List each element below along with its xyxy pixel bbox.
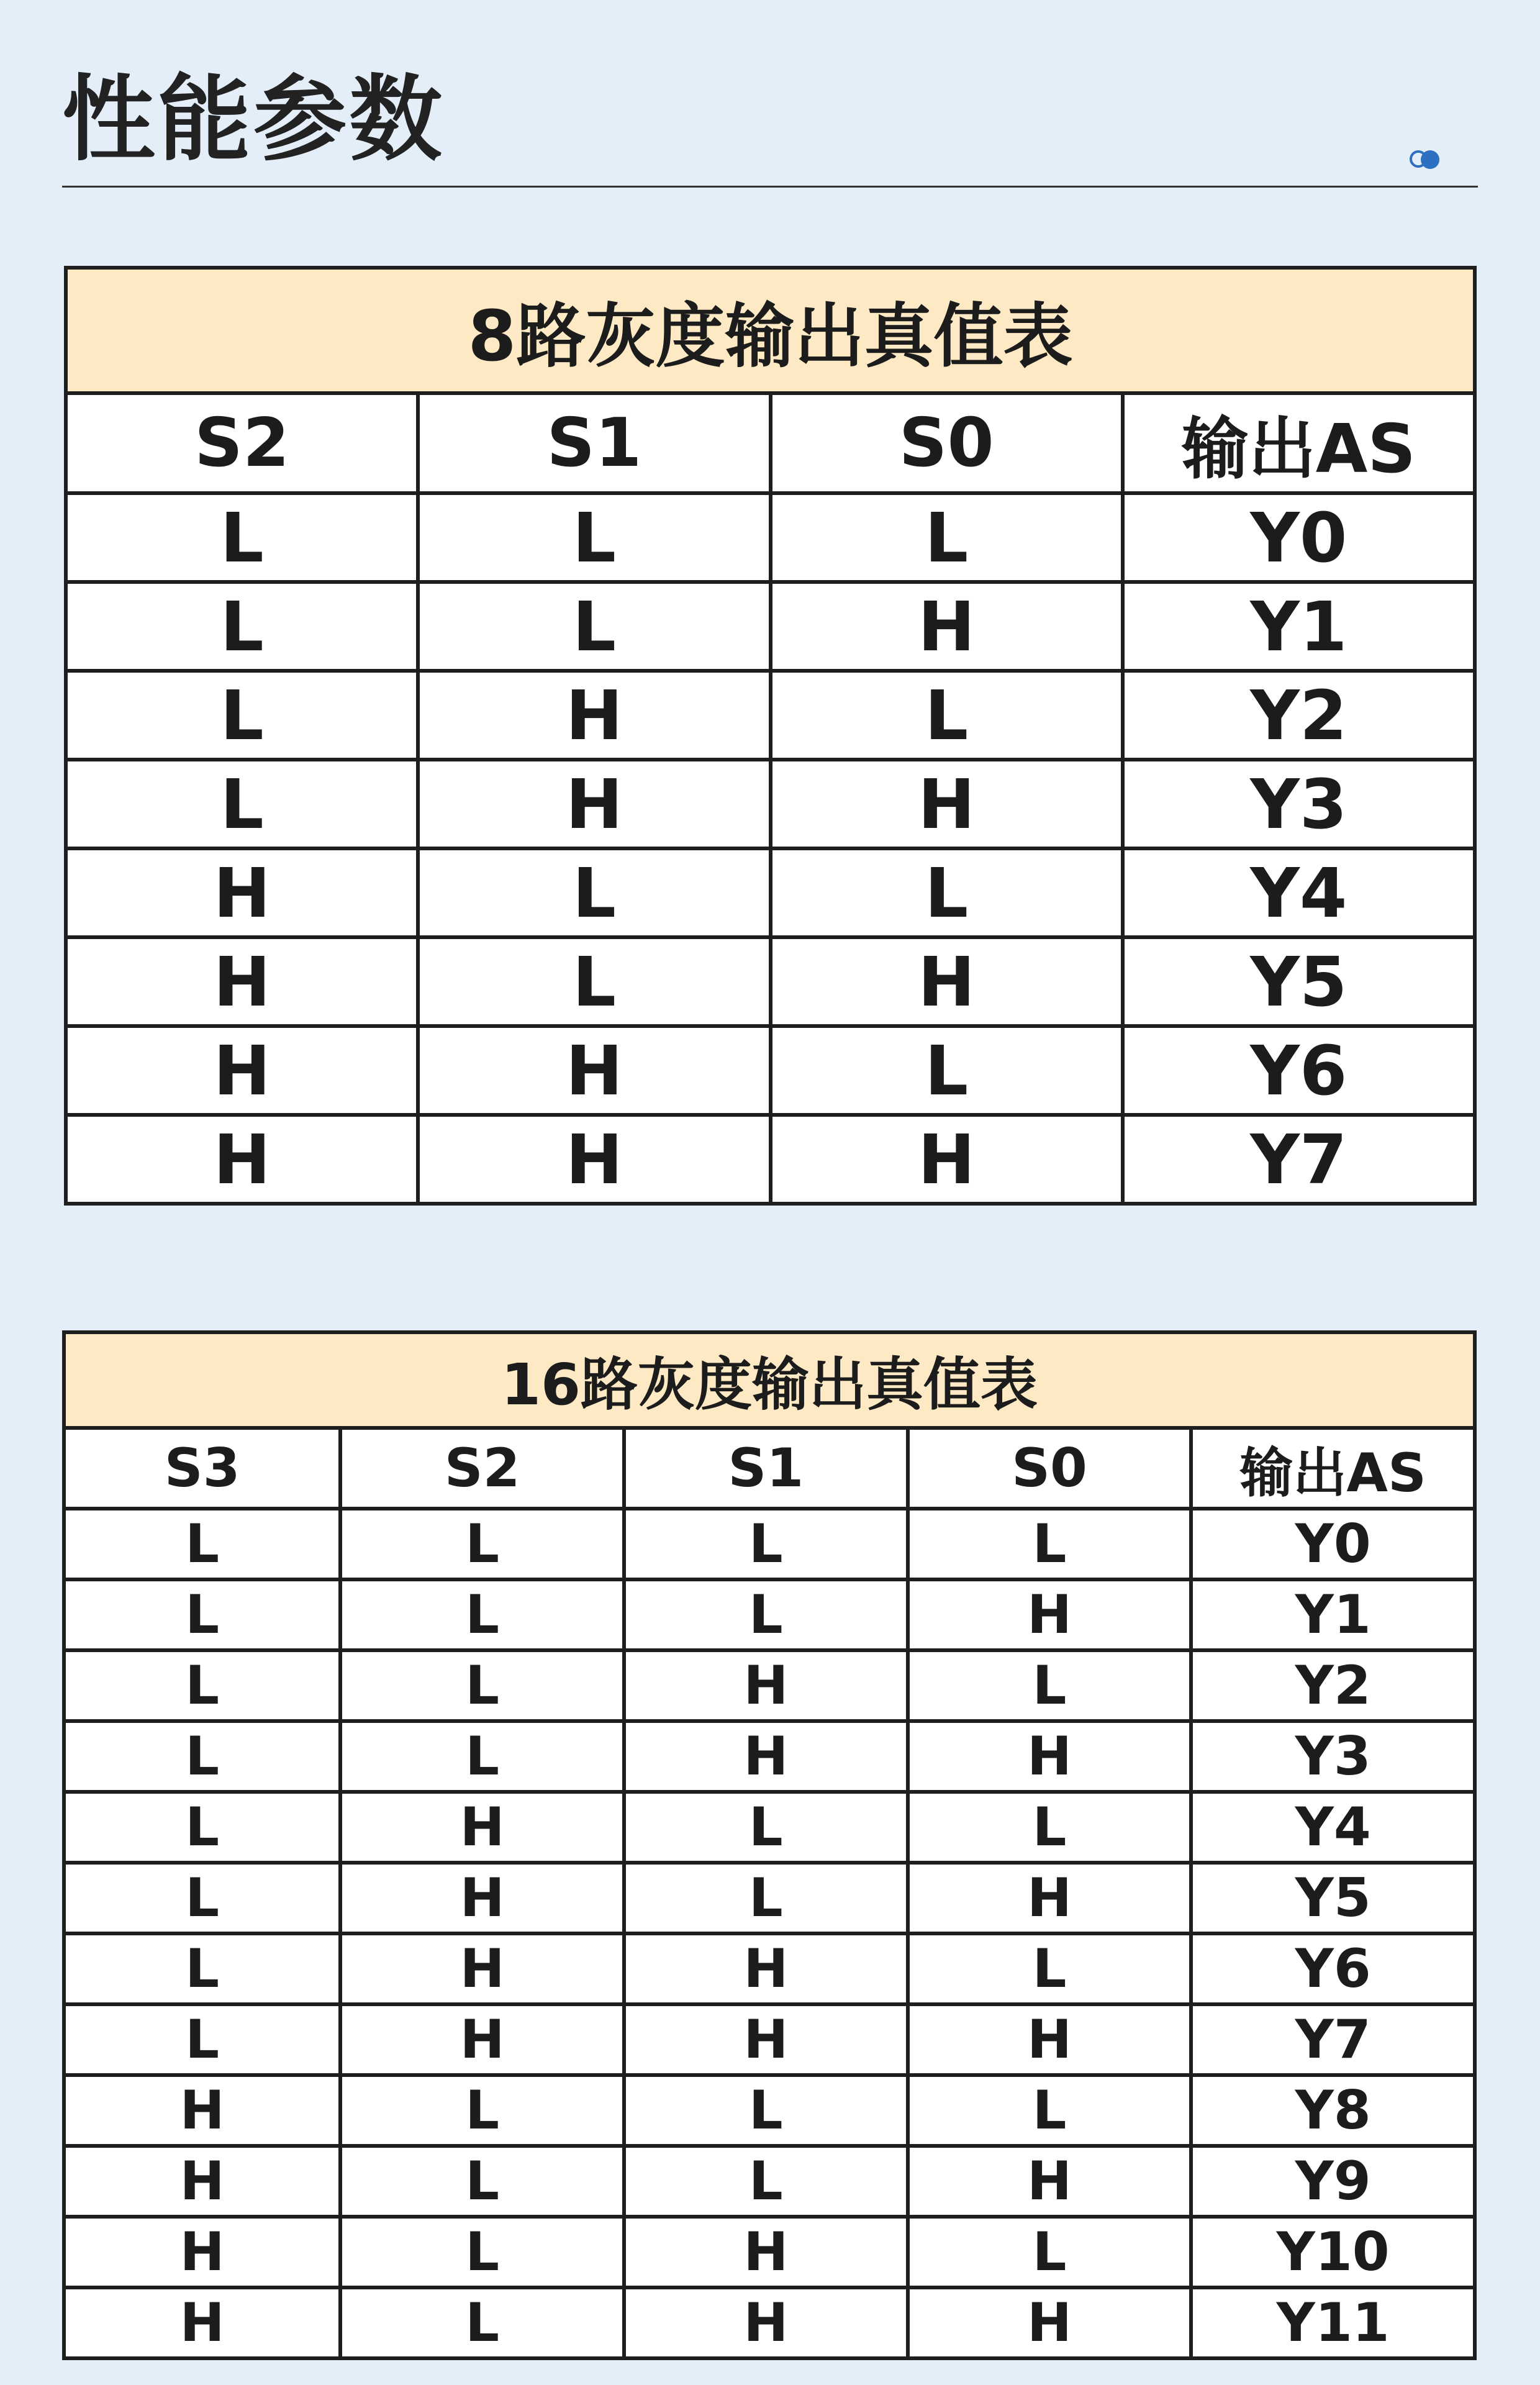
table-cell: Y11: [1191, 2287, 1475, 2358]
table-cell: L: [624, 1792, 908, 1863]
table-caption-row: [66, 268, 1475, 393]
table-cell: H: [66, 1026, 418, 1115]
toggle-dot-icon: [1410, 148, 1447, 173]
table-cell: L: [908, 2075, 1192, 2146]
table-cell: Y7: [1123, 1115, 1475, 1204]
table-cell: H: [908, 1863, 1192, 1933]
table-cell: L: [66, 671, 418, 760]
column-header: S1: [624, 1428, 908, 1509]
table-cell: L: [908, 2217, 1192, 2287]
table-cell: Y4: [1191, 1792, 1475, 1863]
table-cell: L: [771, 1026, 1123, 1115]
table-cell: H: [908, 1579, 1192, 1650]
table-cell: H: [66, 848, 418, 937]
section-title: 性能参数: [62, 66, 445, 174]
table-cell: L: [624, 1863, 908, 1933]
table-cell: H: [624, 2287, 908, 2358]
table-row: [64, 1792, 1475, 1863]
table-cell: Y3: [1123, 760, 1475, 848]
table-cell: L: [418, 493, 770, 582]
table-header-row: [64, 1428, 1475, 1509]
table-cell: Y10: [1191, 2217, 1475, 2287]
table-header-row: [66, 393, 1475, 493]
table-cell: Y8: [1191, 2075, 1475, 2146]
table-cell: H: [418, 760, 770, 848]
dot-icon: [1421, 150, 1439, 169]
table-cell: H: [340, 1933, 624, 2004]
table-cell: Y3: [1191, 1721, 1475, 1792]
table-cell: L: [340, 1650, 624, 1721]
column-header: S2: [66, 393, 418, 493]
table-row: [66, 848, 1475, 937]
table-cell: H: [66, 1115, 418, 1204]
table-cell: L: [64, 1650, 340, 1721]
table-cell: Y5: [1123, 937, 1475, 1026]
table-cell: Y6: [1123, 1026, 1475, 1115]
table-row: [66, 937, 1475, 1026]
table-row: [64, 1933, 1475, 2004]
column-header: 输出AS: [1123, 393, 1475, 493]
table-row: [64, 2217, 1475, 2287]
column-header: 输出AS: [1191, 1428, 1475, 1509]
table-cell: L: [64, 1721, 340, 1792]
table-cell: H: [66, 937, 418, 1026]
column-header: S0: [908, 1428, 1192, 1509]
table-cell: H: [771, 1115, 1123, 1204]
table-cell: H: [624, 1933, 908, 2004]
truth-table-8ch: [64, 266, 1477, 1206]
title-divider: [62, 186, 1478, 188]
table-cell: L: [340, 1721, 624, 1792]
table-cell: H: [418, 1026, 770, 1115]
table-row: [64, 2287, 1475, 2358]
table-cell: Y1: [1123, 582, 1475, 671]
table-cell: L: [340, 2146, 624, 2217]
table-cell: L: [771, 493, 1123, 582]
table-cell: L: [418, 582, 770, 671]
table-row: [64, 2075, 1475, 2146]
table-row: [66, 493, 1475, 582]
table-caption: 16路灰度输出真值表: [64, 1332, 1475, 1428]
table-cell: L: [418, 937, 770, 1026]
table-cell: H: [908, 2004, 1192, 2075]
table-cell: H: [624, 1650, 908, 1721]
table-cell: Y2: [1191, 1650, 1475, 1721]
table-cell: H: [624, 2004, 908, 2075]
table-cell: H: [908, 2287, 1192, 2358]
table-row: [64, 2146, 1475, 2217]
table-row: [64, 1509, 1475, 1579]
table-row: [66, 1026, 1475, 1115]
table-cell: H: [771, 582, 1123, 671]
table-cell: L: [66, 582, 418, 671]
table-cell: L: [66, 493, 418, 582]
table-cell: Y6: [1191, 1933, 1475, 2004]
table-cell: H: [340, 1792, 624, 1863]
table-cell: L: [771, 671, 1123, 760]
table-cell: L: [64, 1933, 340, 2004]
table-row: [66, 760, 1475, 848]
table-cell: L: [771, 848, 1123, 937]
table-cell: Y1: [1191, 1579, 1475, 1650]
table-cell: H: [624, 1721, 908, 1792]
table-row: [66, 671, 1475, 760]
table-cell: Y0: [1191, 1509, 1475, 1579]
table-cell: L: [340, 2287, 624, 2358]
column-header: S2: [340, 1428, 624, 1509]
table-cell: H: [340, 2004, 624, 2075]
table-cell: L: [340, 1509, 624, 1579]
table-cell: H: [418, 671, 770, 760]
table-row: [64, 1650, 1475, 1721]
table-cell: Y2: [1123, 671, 1475, 760]
table-cell: L: [66, 760, 418, 848]
table-cell: Y7: [1191, 2004, 1475, 2075]
truth-table-16ch: [62, 1330, 1477, 2360]
table-cell: L: [624, 1509, 908, 1579]
table-cell: H: [64, 2217, 340, 2287]
table-cell: Y9: [1191, 2146, 1475, 2217]
table-cell: H: [418, 1115, 770, 1204]
table-cell: Y4: [1123, 848, 1475, 937]
table-cell: L: [908, 1509, 1192, 1579]
table-row: [64, 1579, 1475, 1650]
table-cell: H: [624, 2217, 908, 2287]
table-cell: L: [64, 1863, 340, 1933]
table-cell: L: [624, 2075, 908, 2146]
table-cell: L: [908, 1933, 1192, 2004]
table-cell: L: [624, 2146, 908, 2217]
table-cell: L: [340, 1579, 624, 1650]
table-row: [64, 2004, 1475, 2075]
table-cell: L: [908, 1650, 1192, 1721]
table-caption-row: [64, 1332, 1475, 1428]
table-cell: H: [64, 2075, 340, 2146]
table-cell: L: [64, 2004, 340, 2075]
table-cell: L: [418, 848, 770, 937]
table-cell: L: [908, 1792, 1192, 1863]
table-cell: H: [908, 2146, 1192, 2217]
table-cell: L: [624, 1579, 908, 1650]
table-row: [64, 1863, 1475, 1933]
table-row: [66, 582, 1475, 671]
table-cell: Y0: [1123, 493, 1475, 582]
column-header: S1: [418, 393, 770, 493]
table-cell: Y5: [1191, 1863, 1475, 1933]
table-cell: L: [340, 2075, 624, 2146]
table-cell: H: [340, 1863, 624, 1933]
table-row: [66, 1115, 1475, 1204]
table-cell: L: [340, 2217, 624, 2287]
table-cell: H: [908, 1721, 1192, 1792]
column-header: S0: [771, 393, 1123, 493]
column-header: S3: [64, 1428, 340, 1509]
table-cell: L: [64, 1579, 340, 1650]
table-cell: L: [64, 1509, 340, 1579]
table-cell: L: [64, 1792, 340, 1863]
table-row: [64, 1721, 1475, 1792]
table-caption: 8路灰度输出真值表: [66, 268, 1475, 393]
table-cell: H: [64, 2287, 340, 2358]
table-cell: H: [771, 937, 1123, 1026]
table-cell: H: [64, 2146, 340, 2217]
table-cell: H: [771, 760, 1123, 848]
